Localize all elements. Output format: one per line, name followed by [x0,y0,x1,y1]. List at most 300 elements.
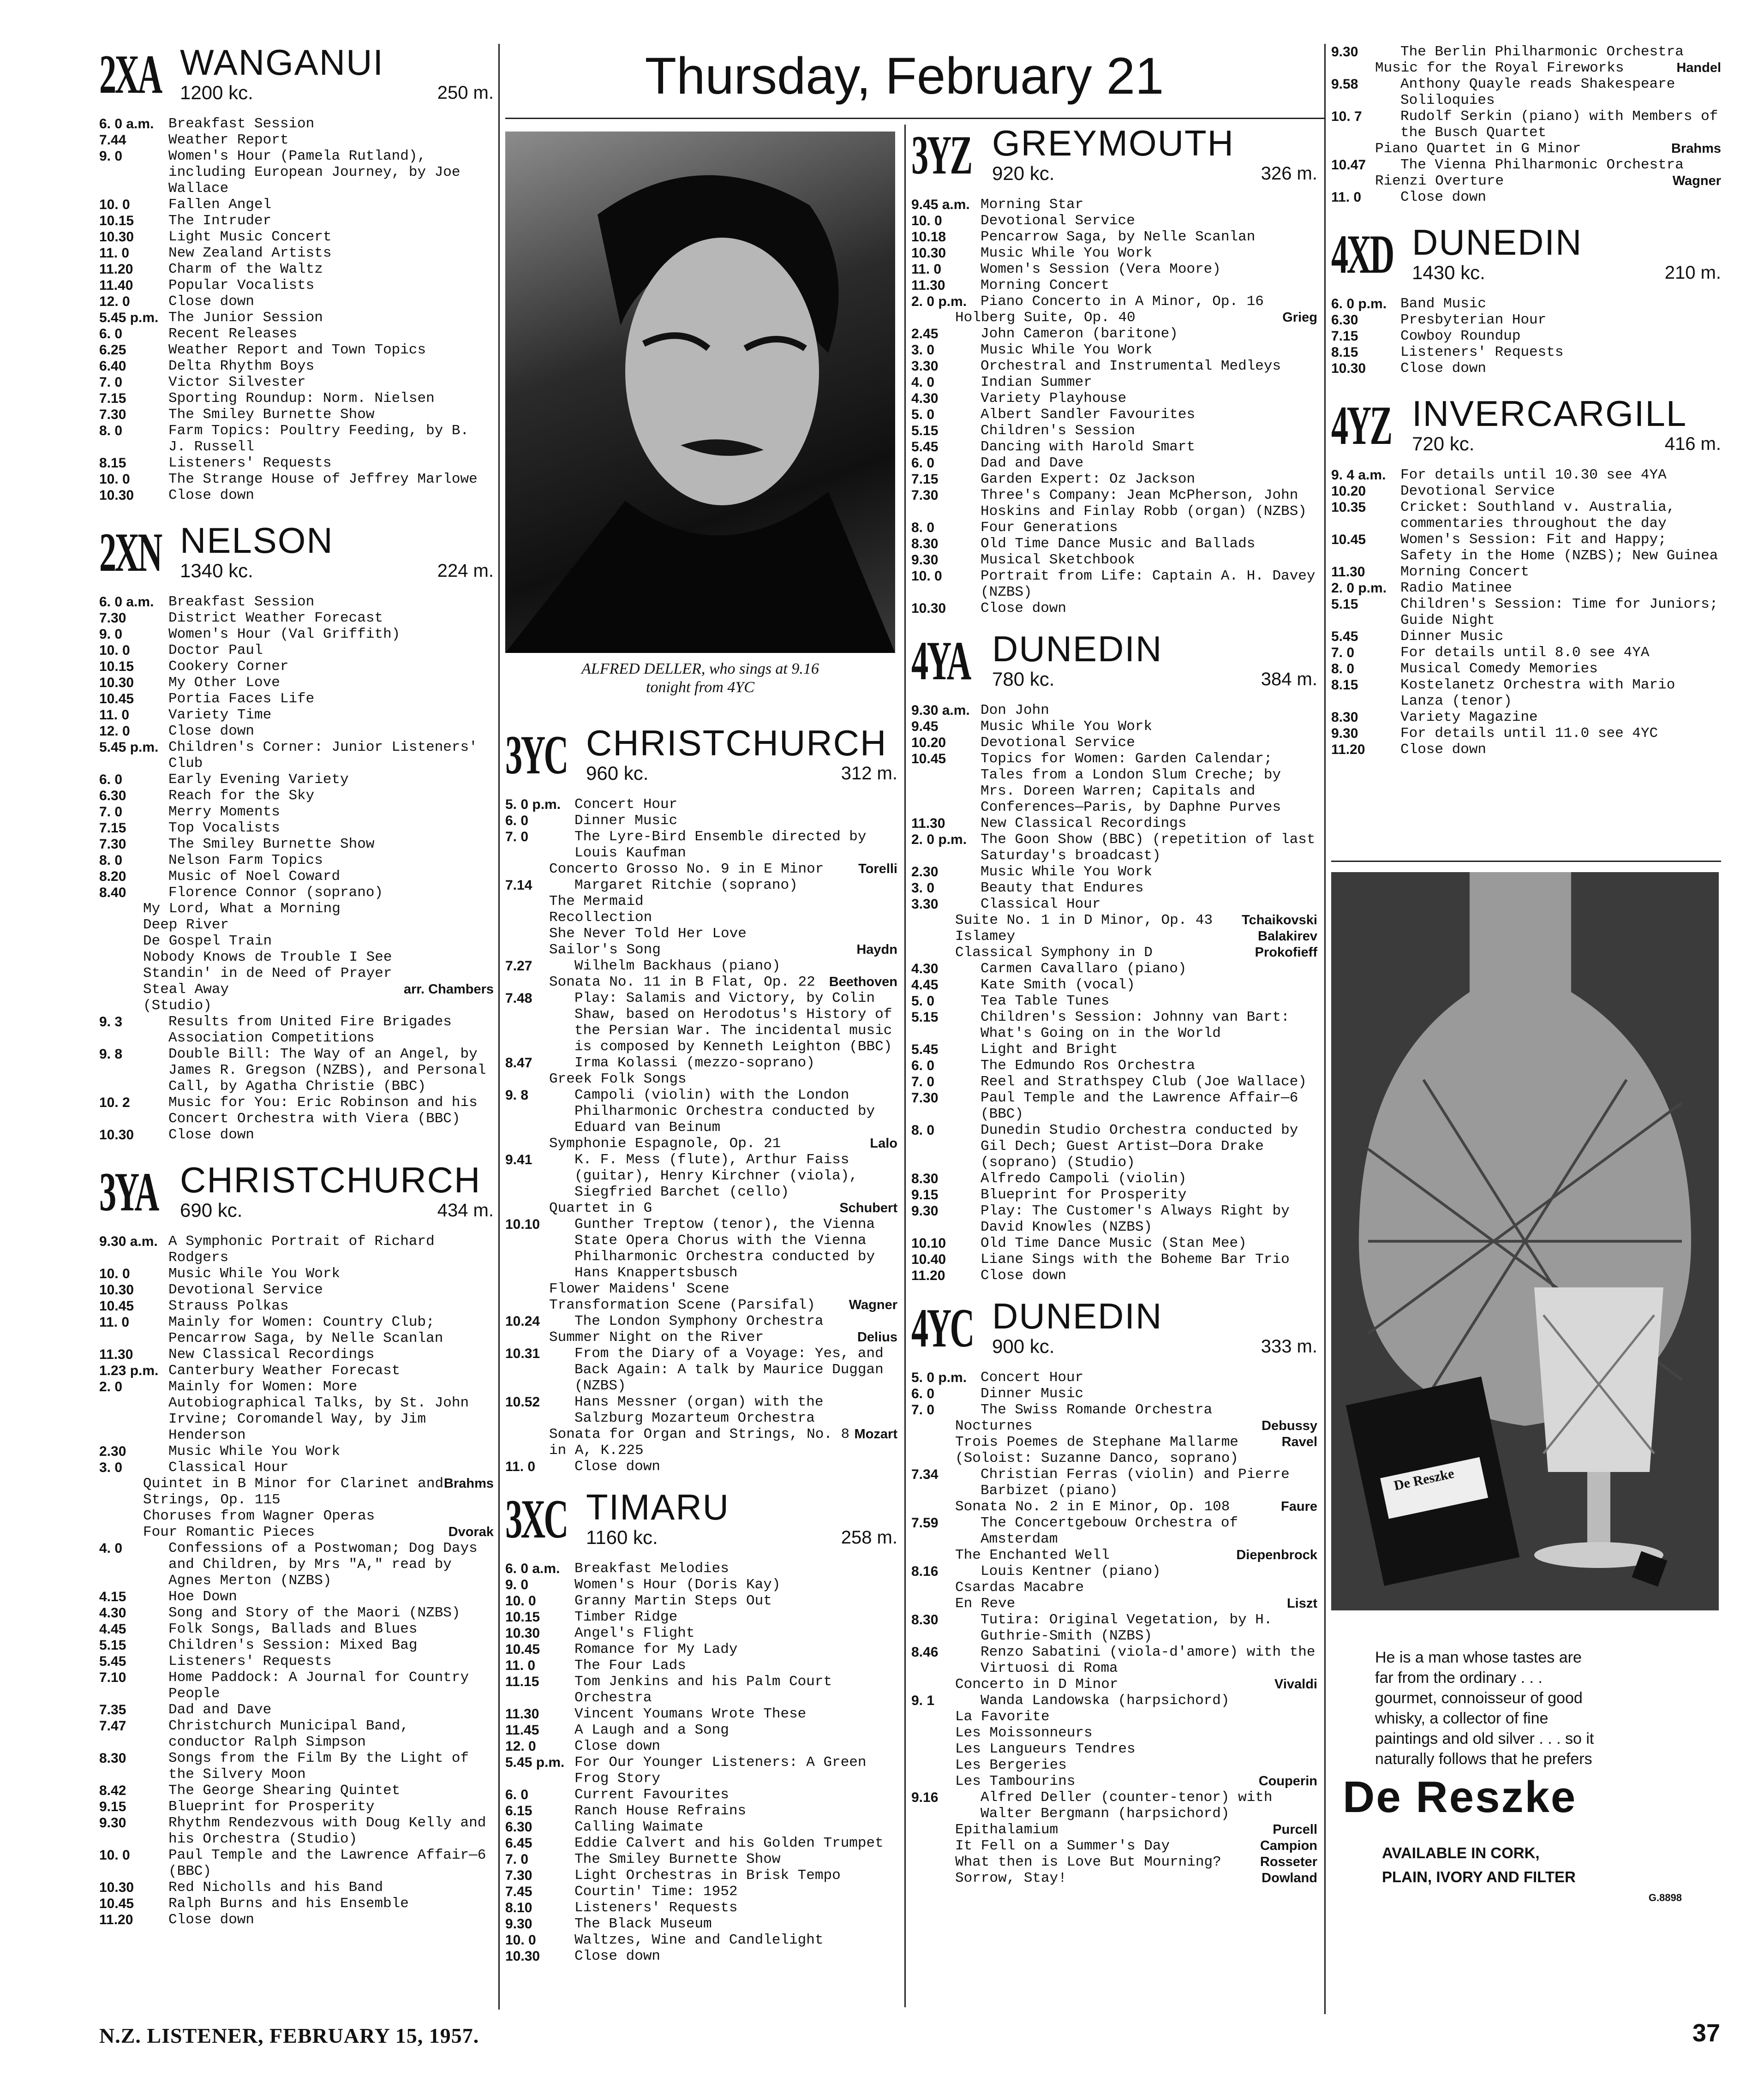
portrait-illustration [505,132,895,653]
program-title: K. F. Mess (flute), Arthur Faiss (guitar), Henry Kirchner (viola), Siegfried Barchet (cello) [574,1152,858,1200]
composer-name: Brahms [1671,141,1721,156]
program-title: Pencarrow Saga, by Nelle Scanlan [981,229,1256,245]
program-title: Close down [168,723,255,739]
program-row [911,977,1317,993]
composer-name: Debussy [1262,1418,1317,1433]
program-detail [911,1547,1317,1563]
program-detail-title: Standin' in de Need of Prayer [143,965,392,981]
program-time: 8.30 [911,1171,939,1186]
program-row [505,1313,897,1329]
program-row [1331,564,1721,580]
program-detail-title: Deep River [143,917,229,933]
program-time: 7.30 [911,488,939,503]
program-row [99,626,494,642]
program-row [911,1122,1317,1171]
program-time: 11.40 [99,278,133,293]
program-row [99,1669,494,1702]
program-time: 9. 8 [505,1088,529,1103]
program-title: Dinner Music [1400,628,1504,645]
station-header [99,44,494,113]
program-detail [99,981,494,998]
program-time: 6.30 [505,1819,532,1835]
program-row [99,707,494,723]
station-city: INVERCARGILL [1412,393,1687,434]
program-time: 7. 0 [505,829,529,844]
program-title: Dad and Dave [168,1702,272,1718]
station-block [1331,44,1721,205]
program-detail-title: Music for the Royal Fireworks [1375,60,1624,76]
program-time: 5. 0 p.m. [911,1370,967,1385]
schedule-list [99,1233,494,1928]
page-date-heading: Thursday, February 21 [645,47,1164,105]
program-title: Kostelanetz Orchestra with Mario Lanza (tenor) [1400,677,1675,709]
program-title: Ranch House Refrains [574,1803,747,1819]
header-rule [505,118,1324,119]
program-time: 10.45 [505,1642,540,1657]
program-time: 7. 0 [99,375,123,390]
program-time: 9.30 [99,1815,126,1831]
station-header [911,1298,1317,1367]
program-detail [911,1676,1317,1693]
program-row [99,342,494,358]
program-title: Orchestral and Instrumental Medleys [981,358,1281,374]
program-time: 10.18 [911,229,946,245]
program-time: 4.30 [911,391,939,406]
program-time: 6.25 [99,342,126,358]
decanter-glass-illustration [1331,872,1719,1610]
station-wavelength: 210 m. [1664,263,1721,283]
program-time: 6. 0 [911,1386,935,1401]
column-2 [505,724,897,1964]
program-title: Dinner Music [981,1386,1084,1402]
program-time: 10.10 [911,1236,946,1251]
station-frequency: 1340 kc. [180,560,253,581]
ad-still-life-photo [1331,872,1719,1610]
program-row [99,1718,494,1750]
program-title: New Classical Recordings [168,1346,375,1363]
program-detail-title: Sonata No. 2 in E Minor, Op. 108 [955,1499,1230,1515]
program-row [1331,580,1721,596]
program-row [1331,189,1721,205]
program-time: 7.30 [99,837,126,852]
program-title: Tutira: Original Vegetation, by H. Guthrie-Smith (NZBS) [981,1612,1273,1644]
program-title: Musical Comedy Memories [1400,661,1598,677]
program-time: 10. 0 [505,1593,536,1609]
program-title: Current Favourites [574,1787,729,1803]
composer-name: Torelli [858,862,897,876]
program-row [505,1674,897,1706]
program-title: Children's Corner: Junior Listeners' Club [168,739,478,772]
composer-name: Haydn [856,942,897,957]
program-time: 6.45 [505,1836,532,1851]
program-row [911,702,1317,718]
program-time: 10. 0 [505,1932,536,1948]
program-row [505,1867,897,1884]
program-row [99,261,494,277]
program-time: 4.45 [911,977,939,993]
program-row [99,148,494,197]
program-time: 10.30 [505,1626,540,1641]
program-title: Close down [1400,742,1487,758]
program-detail [911,945,1317,961]
program-detail [505,974,897,990]
program-time: 10.35 [1331,500,1366,515]
program-title: Renzo Sabatini (viola-d'amore) with the Virtuosi di Roma [981,1644,1316,1676]
program-row [99,487,494,503]
column-1 [99,44,494,1928]
program-title: John Cameron (baritone) [981,326,1178,342]
program-time: 9.30 [911,1203,939,1219]
program-detail-title: Suite No. 1 in D Minor, Op. 43 [955,912,1213,928]
program-time: 8.30 [911,1612,939,1627]
program-title: The Four Lads [574,1657,686,1674]
program-row [99,1014,494,1046]
program-title: A Symphonic Portrait of Richard Rodgers [168,1233,435,1266]
program-row [505,813,897,829]
program-title: Fallen Angel [168,197,272,213]
program-title: Children's Session: Time for Juniors; Guide Night [1400,596,1718,628]
station-frequency: 920 kc. [992,162,1055,184]
program-row [99,374,494,390]
program-title: Hoe Down [168,1589,237,1605]
program-detail-title: What then is Love But Mourning? [955,1854,1221,1870]
program-time: 9.45 a.m. [911,197,970,212]
program-title: Anthony Quayle reads Shakespeare Soliloquies [1400,76,1675,108]
program-row [911,880,1317,896]
program-title: Rudolf Serkin (piano) with Members of the Busch Quartet [1400,108,1718,141]
program-title: New Classical Recordings [981,815,1187,832]
program-time: 10.24 [505,1314,540,1329]
program-row [1331,467,1721,483]
program-time: 11.15 [505,1674,539,1689]
program-detail-title: Classical Symphony in D [955,945,1153,961]
program-row [99,1460,494,1476]
program-title: Classical Hour [168,1460,289,1476]
program-row [99,1095,494,1127]
program-detail [911,1596,1317,1612]
program-row [911,1235,1317,1251]
program-time: 9.15 [911,1187,939,1203]
program-detail-title: Steal Away [143,981,229,998]
schedule-list [911,702,1317,1284]
program-detail [505,942,897,958]
program-row [911,1251,1317,1268]
program-row [911,423,1317,439]
program-title: The Berlin Philharmonic Orchestra [1400,44,1684,60]
station-city: DUNEDIN [992,628,1163,669]
program-row [99,836,494,852]
program-title: Light Orchestras in Brisk Tempo [574,1867,841,1884]
program-row [911,358,1317,374]
program-detail-title: Concerto in D Minor [955,1676,1118,1693]
program-title: Albert Sandler Favourites [981,407,1196,423]
program-time: 9. 0 [99,149,123,164]
station-header [99,1161,494,1231]
program-time: 5.15 [911,423,939,438]
program-time: 10.52 [505,1394,540,1410]
program-time: 10.47 [1331,157,1366,173]
program-title: My Other Love [168,675,280,691]
program-time: 8.30 [1331,710,1358,725]
program-row [911,1058,1317,1074]
program-title: Weather Report and Town Topics [168,342,426,358]
program-title: Irma Kolassi (mezzo-soprano) [574,1055,815,1071]
program-title: Band Music [1400,296,1487,312]
program-row [99,293,494,310]
station-wavelength: 224 m. [437,561,494,581]
program-title: Ralph Burns and his Ensemble [168,1896,409,1912]
program-title: Liane Sings with the Boheme Bar Trio [981,1251,1290,1268]
program-title: Piano Concerto in A Minor, Op. 16 [981,293,1264,310]
station-city: WANGANUI [180,42,384,83]
composer-name: Brahms [444,1476,494,1491]
composer-name: Grieg [1282,310,1317,325]
program-title: Dancing with Harold Smart [981,439,1196,455]
program-row [1331,312,1721,328]
station-city: TIMARU [586,1487,730,1527]
program-title: Timber Ridge [574,1609,678,1625]
program-title: Romance for My Lady [574,1641,738,1657]
program-time: 7. 0 [911,1402,935,1418]
program-row [911,600,1317,616]
ad-tagline-line: naturally follows that he prefers [1375,1750,1592,1768]
program-row [911,993,1317,1009]
program-detail-title: Les Langueurs Tendres [955,1741,1136,1757]
program-row [99,1605,494,1621]
program-title: Merry Moments [168,804,280,820]
program-row [1331,44,1721,60]
footer-publication: N.Z. LISTENER, FEBRUARY 15, 1957. [99,2024,479,2047]
program-time: 7.34 [911,1467,939,1482]
program-row [911,1612,1317,1644]
program-time: 4. 0 [99,1541,123,1556]
program-time: 10.31 [505,1346,540,1361]
program-title: Light and Bright [981,1041,1118,1058]
program-title: Breakfast Melodies [574,1561,729,1577]
program-time: 10.30 [99,1127,134,1143]
program-title: Wanda Landowska (harpsichord) [981,1693,1230,1709]
program-row [99,1621,494,1637]
program-title: Rhythm Rendezvous with Doug Kelly and his Orchestra (Studio) [168,1815,486,1847]
program-detail-title: Quartet in G [549,1200,652,1216]
program-detail [505,1297,897,1313]
program-title: Dinner Music [574,813,678,829]
program-row [505,1459,897,1475]
program-row [99,1896,494,1912]
program-row [911,1268,1317,1284]
program-detail-title: (Studio) [143,998,212,1014]
program-time: 4.30 [99,1605,126,1621]
program-row [1331,328,1721,344]
program-title: Margaret Ritchie (soprano) [574,877,798,893]
program-detail-title: It Fell on a Summer's Day [955,1838,1170,1854]
program-title: Close down [168,487,255,503]
station-wavelength: 384 m. [1261,669,1317,689]
composer-name: Vivaldi [1274,1677,1317,1692]
station-call-sign: 4XD [1331,223,1393,285]
station-block [99,522,494,1143]
program-time: 10.15 [99,213,134,228]
schedule-list [911,197,1317,616]
program-time: 7.15 [1331,329,1358,344]
program-detail-title: Quintet in B Minor for Clarinet and Strings, Op. 115 [143,1476,444,1508]
program-row [911,1693,1317,1709]
program-detail-title: Piano Quartet in G Minor [1375,141,1581,157]
program-row [99,1266,494,1282]
program-title: Close down [981,1268,1067,1284]
page-number: 37 [1692,2019,1720,2047]
program-title: The Smiley Burnette Show [168,836,375,852]
program-title: Listeners' Requests [574,1900,738,1916]
program-time: 10.15 [505,1609,540,1625]
program-title: Music of Noel Coward [168,868,341,885]
program-detail [505,861,897,877]
program-time: 2.30 [911,864,939,879]
program-time: 4.45 [99,1621,126,1637]
station-call-sign: 4YC [911,1297,973,1358]
program-row [99,1750,494,1783]
program-time: 8.16 [911,1564,939,1579]
program-title: Confessions of a Postwoman; Dog Days and Children, by Mrs "A," read by Agnes Merton (NZBS) [168,1540,478,1589]
program-row [1331,532,1721,564]
program-title: Christian Ferras (violin) and Pierre Barbizet (piano) [981,1466,1290,1499]
program-title: Close down [168,1127,255,1143]
station-header [1331,224,1721,293]
station-frequency: 900 kc. [992,1335,1055,1357]
program-title: Musical Sketchbook [981,552,1135,568]
program-detail-title: Rienzi Overture [1375,173,1504,189]
program-row [911,342,1317,358]
program-time: 8. 0 [911,520,935,535]
station-block [99,1161,494,1928]
program-time: 8.15 [1331,345,1358,360]
program-row [911,455,1317,471]
program-time: 11.20 [99,1912,133,1927]
program-detail-title: My Lord, What a Morning [143,901,341,917]
program-title: The Swiss Romande Orchestra [981,1402,1213,1418]
program-title: Blueprint for Prosperity [981,1187,1187,1203]
program-time: 10.30 [911,601,946,616]
program-row [99,594,494,610]
program-title: Dad and Dave [981,455,1084,471]
photo-caption [505,660,895,697]
program-title: Presbyterian Hour [1400,312,1547,328]
program-title: The Smiley Burnette Show [574,1851,781,1867]
caption-line-1: ALFRED DELLER, who sings at 9.16 [581,660,819,677]
program-time: 9.58 [1331,77,1358,92]
program-time: 10. 0 [99,643,130,658]
composer-name: Campion [1260,1838,1317,1853]
program-row [99,723,494,739]
program-row [99,1314,494,1346]
program-title: District Weather Forecast [168,610,383,626]
program-time: 7.59 [911,1515,939,1531]
program-title: Children's Session [981,423,1135,439]
program-row [505,1593,897,1609]
program-detail [505,1329,897,1346]
program-title: Radio Matinee [1400,580,1512,596]
ad-tagline [1375,1647,1661,1769]
program-title: For Our Younger Listeners: A Green Frog Story [574,1754,867,1787]
program-row [99,390,494,407]
program-time: 5.45 p.m. [505,1755,565,1770]
program-detail [99,998,494,1014]
ad-tagline-line: He is a man whose tastes are [1375,1649,1582,1666]
program-time: 7.30 [99,610,126,626]
composer-name: Balakirev [1258,929,1317,944]
station-block [1331,395,1721,758]
program-title: Results from United Fire Brigades Association Competitions [168,1014,452,1046]
program-row [911,439,1317,455]
program-title: Concert Hour [981,1370,1084,1386]
program-title: Concert Hour [574,796,678,813]
station-frequency: 720 kc. [1412,433,1475,455]
program-detail [505,893,897,909]
program-row [911,390,1317,407]
program-title: Variety Magazine [1400,709,1538,725]
program-title: Variety Time [168,707,272,723]
program-row [911,1386,1317,1402]
station-wavelength: 326 m. [1261,163,1317,184]
program-row [911,751,1317,815]
program-title: Morning Concert [1400,564,1530,580]
program-time: 3. 0 [99,1460,123,1475]
program-detail-title: Sonata No. 11 in B Flat, Op. 22 [549,974,815,990]
program-detail [911,1870,1317,1886]
program-row [505,1055,897,1071]
program-title: Play: The Customer's Always Right by David Knowles (NZBS) [981,1203,1290,1235]
program-detail [99,933,494,949]
program-time: 10.30 [911,245,946,261]
program-time: 11. 0 [99,707,130,723]
program-row [99,852,494,868]
station-city: NELSON [180,520,334,561]
program-time: 12. 0 [99,724,130,739]
program-time: 10. 0 [99,1266,130,1281]
program-title: Mainly for Women: Country Club; Pencarrow Saga, by Nelle Scanlan [168,1314,443,1346]
program-title: For details until 10.30 see 4YA [1400,467,1667,483]
program-row [505,958,897,974]
program-row [505,1216,897,1281]
program-row [505,1835,897,1851]
program-title: From the Diary of a Voyage: Yes, and Back Again: A talk by Maurice Duggan (NZBS) [574,1346,884,1394]
composer-name: Beethoven [829,975,897,989]
program-detail-title: Trois Poemes de Stephane Mallarme [955,1434,1238,1450]
program-row [911,1009,1317,1041]
program-time: 10.40 [911,1252,946,1267]
station-block [505,724,897,1475]
program-detail [911,1450,1317,1466]
station-frequency: 690 kc. [180,1199,243,1221]
program-row [505,1152,897,1200]
program-time: 11.20 [99,262,133,277]
program-row [99,277,494,293]
program-time: 9.15 [99,1799,126,1814]
program-row [1331,645,1721,661]
program-title: Close down [574,1459,661,1475]
program-title: Close down [1400,189,1487,205]
program-time: 10.45 [99,1896,134,1911]
program-title: Children's Session: Mixed Bag [168,1637,418,1653]
program-time: 9. 0 [505,1577,529,1592]
program-row [505,1787,897,1803]
program-time: 9. 0 [99,627,123,642]
program-detail [911,1773,1317,1789]
program-time: 4. 0 [911,375,935,390]
program-title: Folk Songs, Ballads and Blues [168,1621,418,1637]
program-time: 6. 0 a.m. [99,116,154,132]
program-title: Breakfast Session [168,594,315,610]
